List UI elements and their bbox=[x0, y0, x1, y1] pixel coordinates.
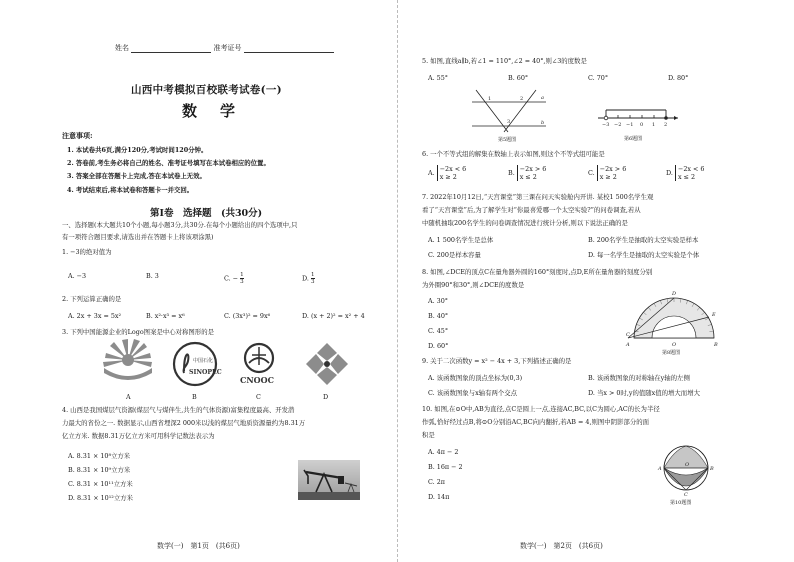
q5-line-a-label: a bbox=[541, 95, 544, 101]
subject-title: 数 学 bbox=[182, 102, 240, 120]
q1-stem: 1. −3的绝对值为 bbox=[62, 248, 112, 256]
q8-point-c-label: C bbox=[626, 332, 630, 338]
q6-option-a-letter: A. bbox=[428, 169, 435, 177]
q1-option-a[interactable]: A. −3 bbox=[68, 272, 87, 280]
q7-option-d[interactable]: D. 每一名学生是抽取的太空实验是个体 bbox=[588, 251, 700, 259]
q4-stem-line: 亿立方米. 数据8.31万亿立方米可用科学记数法表示为 bbox=[62, 432, 215, 440]
q2-option-b[interactable]: B. x²·x³ = x⁶ bbox=[146, 312, 185, 320]
q1-fraction-numerator: 1 bbox=[240, 272, 244, 278]
right-page-footer: 数学(一) 第2页 (共6页) bbox=[520, 542, 603, 550]
q5-angle-2-label: 2 bbox=[520, 96, 524, 102]
q6-option-c-system bbox=[597, 165, 627, 181]
q5-line-b-label: b bbox=[541, 120, 545, 126]
q6-option-a-top: −2x < 6 bbox=[439, 165, 467, 173]
q8-stem-line: 8. 如图,∠DCE的顶点C在量角器外圆的160°刻度时,点D,E所在量角器的刻度分别 bbox=[422, 268, 653, 276]
q10-option-b[interactable]: B. 16π − 2 bbox=[428, 463, 463, 471]
q6-option-a-bottom: x ≥ 2 bbox=[439, 173, 457, 181]
q8-option-d[interactable]: D. 60° bbox=[428, 342, 449, 350]
q6-stem: 6. 一个不等式组的解集在数轴上表示如图,则这个不等式组可能是 bbox=[422, 150, 605, 158]
q8-point-d-label: D bbox=[672, 291, 677, 297]
q8-option-a[interactable]: A. 30° bbox=[428, 297, 449, 305]
q9-option-d[interactable]: D. 当x > 0时,y的值随x值的增大而增大 bbox=[588, 389, 700, 397]
q4-option-a[interactable]: A. 8.31 × 10⁸立方米 bbox=[68, 452, 131, 460]
notice-heading: 注意事项: bbox=[62, 131, 93, 140]
q2-option-d[interactable]: D. (x + 2)² = x² + 4 bbox=[302, 312, 365, 320]
q9-option-b[interactable]: B. 该函数图象的对称轴在y轴的左侧 bbox=[588, 374, 690, 382]
q6-tick-label: 0 bbox=[640, 122, 644, 128]
q10-figure-caption: 第10题图 bbox=[670, 500, 692, 506]
q7-option-b[interactable]: B. 200名学生是抽取的太空实验是样本 bbox=[588, 236, 699, 244]
q1-option-b[interactable]: B. 3 bbox=[146, 272, 159, 280]
q10-stem-line: 积是 bbox=[422, 431, 435, 439]
notice-item: 2. 答卷前,考生务必将自己的姓名、准考证号填写在本试卷相应的位置。 bbox=[67, 159, 270, 167]
q6-option-b-letter: B. bbox=[508, 169, 515, 177]
q1-option-c-fraction bbox=[240, 272, 244, 285]
q8-point-a-label: A bbox=[626, 342, 630, 348]
q6-option-d-letter: D. bbox=[666, 169, 673, 177]
q7-stem-line: 7. 2022年10月12日,“天宫课堂”第三课在问天实验舱内开讲. 某校1 500名学生观 bbox=[422, 193, 654, 201]
q6-option-c-bottom: x ≥ 2 bbox=[599, 173, 617, 181]
notice-item: 4. 考试结束后,将本试卷和答题卡一并交回。 bbox=[67, 186, 194, 194]
q1-fraction-denominator: 3 bbox=[240, 279, 244, 285]
q5-parallel-lines-figure bbox=[470, 88, 550, 144]
q3-stem: 3. 下列中国能源企业的Logo图案是中心对称图形的是 bbox=[62, 328, 214, 336]
q8-option-c[interactable]: C. 45° bbox=[428, 327, 449, 335]
section1-intro-line: 一、选择题(本大题共10个小题,每小题3分,共30分.在每个小题给出的四个选项中,只 bbox=[62, 221, 298, 229]
q8-point-o-label: O bbox=[672, 342, 677, 348]
q6-option-d-bottom: x ≤ 2 bbox=[677, 173, 696, 181]
logo-c-label: C bbox=[256, 393, 261, 401]
q5-angle-3-label: 3 bbox=[507, 119, 511, 125]
q6-option-c[interactable] bbox=[588, 165, 626, 181]
q1-option-c-prefix: C. − bbox=[224, 274, 239, 283]
notice-item: 3. 答案全部在答题卡上完成,答在本试卷上无效。 bbox=[67, 172, 206, 180]
q9-option-c[interactable]: C. 该函数图象与x轴有两个交点 bbox=[428, 389, 518, 397]
q1-fraction-denominator: 3 bbox=[310, 279, 315, 285]
q1-option-d[interactable] bbox=[302, 272, 315, 285]
q10-stem-line: 作弧,恰好经过点B,将⊙O分别沿AC,BC向内翻折,若AB = 4,则图中阴影部分的面 bbox=[422, 418, 649, 426]
q4-option-c[interactable]: C. 8.31 × 10¹¹立方米 bbox=[68, 480, 133, 488]
q6-option-d-top: −2x < 6 bbox=[677, 165, 705, 173]
name-blank[interactable] bbox=[131, 46, 211, 53]
q8-protractor-figure bbox=[626, 286, 722, 356]
q8-point-e-label: E bbox=[712, 312, 716, 318]
name-label: 姓名 bbox=[115, 44, 129, 52]
left-page-footer: 数学(一) 第1页 (共6页) bbox=[157, 542, 240, 550]
logo-d-label: D bbox=[323, 393, 329, 401]
q6-option-b-top: −2x > 6 bbox=[519, 165, 547, 173]
q4-option-b[interactable]: B. 8.31 × 10⁹立方米 bbox=[68, 466, 131, 474]
q6-option-a-system bbox=[437, 165, 467, 181]
q1-option-d-prefix: D. bbox=[302, 274, 311, 283]
q6-tick-label: −2 bbox=[614, 122, 622, 128]
logo-c-cnooc-icon[interactable] bbox=[236, 341, 282, 387]
q2-option-c[interactable]: C. (3x³)² = 9x⁶ bbox=[224, 312, 271, 320]
q4-stem-line: 4. 山西是我国煤层气资源(煤层气与煤伴生,共生的气体资源)富集程度最高、开发潜 bbox=[62, 406, 295, 414]
exam-id-label: 准考证号 bbox=[213, 44, 242, 52]
q7-option-c[interactable]: C. 200是样本容量 bbox=[428, 251, 481, 259]
q8-stem-line: 为外圈90°和30°,则∠DCE的度数是 bbox=[422, 281, 525, 289]
q10-point-c-label: C bbox=[684, 492, 688, 498]
exam-id-blank[interactable] bbox=[244, 46, 334, 53]
notice-item: 1. 本试卷共6页,满分120分,考试时间120分钟。 bbox=[67, 146, 208, 154]
q6-tick-label: −3 bbox=[602, 122, 610, 128]
q5-angle-1-label: 1 bbox=[488, 96, 492, 102]
q6-number-line-figure bbox=[598, 100, 694, 144]
q10-option-c[interactable]: C. 2π bbox=[428, 478, 445, 486]
q4-option-d[interactable]: D. 8.31 × 10¹²立方米 bbox=[68, 494, 134, 502]
part1-title: 第Ⅰ卷 选择题 (共30分) bbox=[150, 208, 263, 219]
q8-figure-caption: 第8题图 bbox=[662, 350, 681, 356]
oil-pump-photo-image bbox=[298, 460, 360, 500]
q5-option-b[interactable]: B. 60° bbox=[508, 74, 529, 82]
q6-option-b[interactable] bbox=[508, 165, 546, 181]
q6-option-b-system bbox=[517, 165, 547, 181]
q7-stem-line: 中随机抽取200名学生的问卷调查情况进行统计分析,则以下说法正确的是 bbox=[422, 219, 628, 227]
q5-stem: 5. 如图,直线a∥b,若∠1 = 110°,∠2 = 40°,则∠3的度数是 bbox=[422, 57, 587, 65]
q6-tick-label: 2 bbox=[664, 122, 668, 128]
q6-option-c-letter: C. bbox=[588, 169, 595, 177]
q10-circle-figure bbox=[656, 440, 716, 506]
q6-option-c-top: −2x > 6 bbox=[599, 165, 627, 173]
logo-a-sunburst-icon[interactable] bbox=[100, 340, 156, 390]
logo-b-wordmark: SINOPEC bbox=[189, 369, 222, 376]
logo-d-diamond-icon[interactable] bbox=[304, 341, 350, 387]
q9-stem: 9. 关于二次函数y = x² − 4x + 3,下列描述正确的是 bbox=[422, 357, 572, 365]
q10-option-a[interactable]: A. 4π − 2 bbox=[428, 448, 459, 456]
q5-figure-caption: 第5题图 bbox=[498, 137, 517, 143]
q8-point-b-label: B bbox=[714, 342, 718, 348]
q2-option-a[interactable]: A. 2x + 3x = 5x² bbox=[68, 312, 122, 320]
q1-fraction-numerator: 1 bbox=[310, 272, 315, 278]
q10-point-b-label: B bbox=[710, 466, 714, 472]
q5-option-c[interactable]: C. 70° bbox=[588, 74, 609, 82]
q6-option-d-system bbox=[675, 165, 705, 181]
q6-option-a[interactable] bbox=[428, 165, 466, 181]
q6-option-d[interactable] bbox=[666, 165, 705, 181]
q10-point-a-label: A bbox=[658, 466, 662, 472]
q6-option-b-bottom: x ≤ 2 bbox=[519, 173, 537, 181]
q9-option-a[interactable]: A. 该函数图象的顶点坐标为(0,3) bbox=[428, 374, 523, 382]
exam-title: 山西中考模拟百校联考试卷(一) bbox=[131, 84, 282, 96]
q2-stem: 2. 下列运算正确的是 bbox=[62, 295, 122, 303]
q10-stem-line: 10. 如图,在⊙O中,AB为直径,点C是圆上一点,连接AC,BC,以C为圆心,AC的长为半径 bbox=[422, 405, 660, 413]
q5-option-a[interactable]: A. 55° bbox=[428, 74, 449, 82]
q8-option-b[interactable]: B. 40° bbox=[428, 312, 449, 320]
q10-option-d[interactable]: D. 14π bbox=[428, 493, 450, 501]
q5-option-d[interactable]: D. 80° bbox=[668, 74, 689, 82]
logo-b-chinese-text: 中国石化 bbox=[193, 358, 214, 364]
q1-option-c[interactable] bbox=[224, 272, 244, 285]
q1-option-d-fraction bbox=[311, 272, 315, 285]
q10-point-o-label: O bbox=[685, 462, 690, 468]
q7-stem-line: 看了“天宫课堂”后,为了解学生对“你最喜爱哪一个太空实验?”的问卷调查,若从 bbox=[422, 206, 641, 214]
logo-b-sinopec-icon[interactable] bbox=[172, 341, 222, 387]
logo-c-wordmark: CNOOC bbox=[240, 375, 274, 385]
logo-b-label: B bbox=[192, 393, 197, 401]
q6-figure-caption: 第6题图 bbox=[624, 136, 643, 142]
section1-intro-line: 有一项符合题目要求,请选出并在答题卡上将该项涂黑) bbox=[62, 233, 214, 241]
q7-option-a[interactable]: A. 1 500名学生是总体 bbox=[428, 236, 494, 244]
q6-tick-label: 1 bbox=[652, 122, 656, 128]
logo-a-label: A bbox=[126, 393, 131, 401]
right-page bbox=[398, 0, 794, 562]
q4-stem-line: 力最大的省份之一. 数据显示,山西省埋深2 000米以浅的煤层气地质资源量约为8.31万 bbox=[62, 419, 306, 427]
name-field-row bbox=[115, 44, 334, 53]
q6-tick-label: −1 bbox=[626, 122, 634, 128]
